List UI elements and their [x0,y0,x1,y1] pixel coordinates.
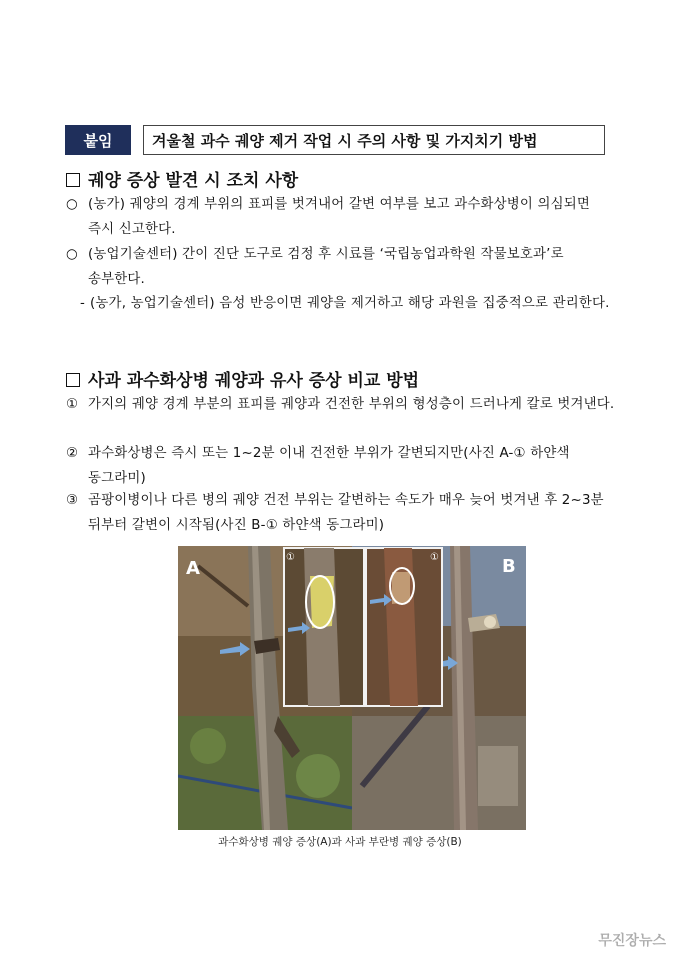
section1-item-2-text: (농업기술센터) 간이 진단 도구로 검정 후 시료를 ‘국립농업과학원 작물보호과’로 송부한다. [88,247,564,287]
photo-label-a: A [186,558,200,579]
section1-title: 궤양 증상 발견 시 조치 사항 [88,171,299,191]
section1-item-2 [66,242,618,292]
number-bullet: ① [66,397,79,412]
watermark: 무진장뉴스 [598,933,666,949]
canker-comparison-photo [178,546,526,830]
section2-heading [66,366,419,391]
document-title: 겨울철 과수 궤양 제거 작업 시 주의 사항 및 가지치기 방법 [143,125,605,155]
number-bullet: ② [66,446,79,461]
section2-item-3-text: 곰팡이병이나 다른 병의 궤양 건전 부위는 갈변하는 속도가 매우 늦어 벗겨낸 후 2~3분 뒤부터 갈변이 시작됨(사진 B-① 하얀색 동그라미) [88,493,604,533]
number-bullet: ③ [66,493,79,508]
dash-bullet: - [80,296,86,311]
inset-a-marker: ① [286,552,295,563]
photo-label-b: B [502,556,516,577]
section2-item-1 [66,392,618,417]
section1-item-3 [66,291,618,316]
section1-item-1-text: (농가) 궤양의 경계 부위의 표피를 벗겨내어 갈변 여부를 보고 과수화상병이 의심되면 즉시 신고한다. [88,197,591,237]
attachment-header [65,125,605,155]
section2-item-1-text: 가지의 궤양 경계 부분의 표피를 궤양과 건전한 부위의 형성층이 드러나게 칼로 벗겨낸다. [88,397,615,412]
section2-title: 사과 과수화상병 궤양과 유사 증상 비교 방법 [88,371,420,391]
attachment-badge: 붙임 [65,125,131,155]
inset-b-marker: ① [430,552,439,563]
section1-heading [66,166,298,191]
circle-bullet: ○ [66,247,78,262]
section1-item-3-text: (농가, 농업기술센터) 음성 반응이면 궤양을 제거하고 해당 과원을 집중적으로 관리한다. [90,296,610,311]
checkbox-square-icon [66,373,80,387]
circle-bullet: ○ [66,197,78,212]
photo-caption: 과수화상병 궤양 증상(A)과 사과 부란병 궤양 증상(B) [218,836,462,848]
checkbox-square-icon [66,173,80,187]
section1-item-1 [66,192,618,242]
section2-item-3 [66,488,618,538]
section2-item-2-text: 과수화상병은 즉시 또는 1~2분 이내 건전한 부위가 갈변되지만(사진 A-① 하얀색 동그라미) [88,446,570,486]
section2-item-2 [66,441,618,491]
